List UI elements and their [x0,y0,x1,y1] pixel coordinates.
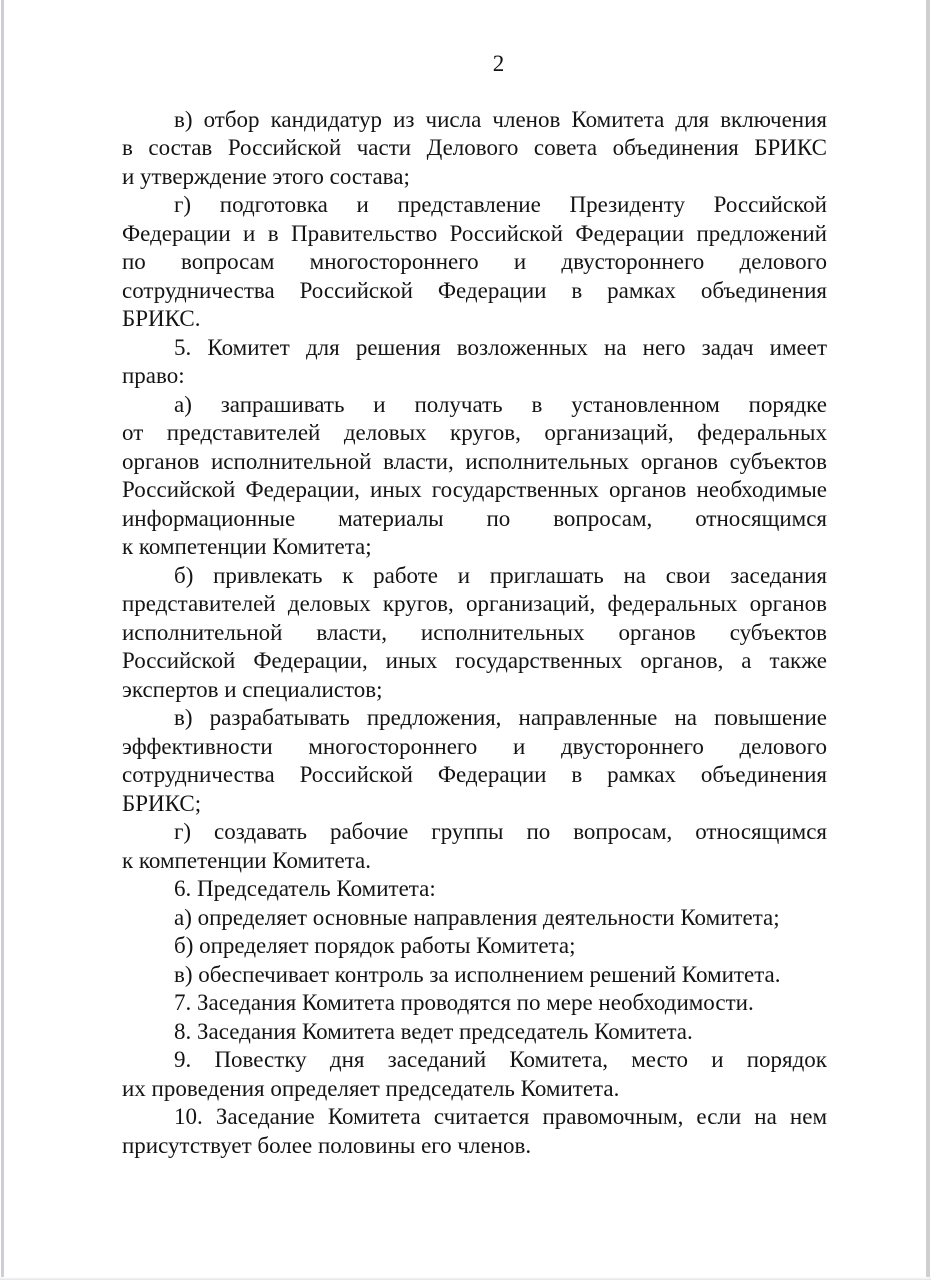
text-line: к компетенции Комитета. [122,847,371,873]
text-line: Российской Федерации, иных государственных органов необходимые [122,477,827,502]
text-line: 6. Председатель Комитета: [174,876,436,901]
text-line: право: [122,363,185,388]
paragraph-g-sozdavat [122,818,827,875]
text-line: 10. Заседание Комитета считается правомочным, если на нем [174,1104,827,1129]
text-line: информационные материалы по вопросам, относящимся [122,505,827,531]
text-line: представителей деловых кругов, организаций, федеральных органов [122,591,827,616]
text-line: а) запрашивать и получать в установленном порядке [174,391,827,417]
text-line: г) подготовка и представление Президенту Российской [174,192,827,217]
text-line: Федерации и в Правительство Российской Федерации предложений [122,220,827,246]
document-page [122,50,827,1160]
text-line: г) создавать рабочие группы по вопросам, относящимся [174,819,827,844]
paragraph-v-razrabatyvat [122,704,827,818]
text-line: БРИКС. [122,306,201,331]
page-left-edge [0,0,7,1280]
paragraph-7-zasedaniya [122,989,827,1018]
text-line: присутствует более половины его членов. [122,1132,532,1158]
text-line: органов исполнительной власти, исполнительных органов субъектов [122,448,827,474]
paragraph-b-opredelyaet [122,932,827,961]
paragraph-10-zasedanie [122,1103,827,1160]
paragraph-v-otbor [122,106,827,192]
page-right-edge [924,0,931,1280]
paragraph-b-privlekat [122,562,827,705]
paragraph-6-predsedatel [122,875,827,904]
text-line: их проведения определяет председатель Комитета. [122,1075,620,1101]
text-line: в состав Российской части Делового совета объединения БРИКС [122,135,827,160]
paragraph-8-zasedaniya [122,1018,827,1047]
text-line: БРИКС; [122,790,202,816]
text-line: Российской Федерации, иных государственных органов, а также [122,648,827,673]
text-line: экспертов и специалистов; [122,676,383,702]
text-line: сотрудничества Российской Федерации в рамках объединения [122,277,827,303]
text-line: 9. Повестку дня заседаний Комитета, место и порядок [174,1047,827,1072]
text-line: эффективности многостороннего и двустороннего делового [122,733,827,759]
text-line: б) определяет порядок работы Комитета; [174,933,576,958]
paragraph-v-obespechivaet [122,961,827,990]
paragraph-a-zaprashivat [122,391,827,562]
paragraph-a-opredelyaet [122,904,827,933]
paragraph-5-komitet [122,334,827,391]
text-line: от представителей деловых кругов, организаций, федеральных [122,420,827,445]
text-line: к компетенции Комитета; [122,534,372,559]
text-line: а) определяет основные направления деятельности Комитета; [174,904,780,930]
text-line: сотрудничества Российской Федерации в рамках объединения [122,762,827,787]
paragraph-g-podgotovka [122,191,827,334]
text-line: исполнительной власти, исполнительных органов субъектов [122,619,827,645]
text-line: 8. Заседания Комитета ведет председатель Комитета. [174,1018,693,1044]
text-line: 5. Комитет для решения возложенных на него задач имеет [174,334,827,360]
text-line: и утверждение этого состава; [122,163,410,189]
text-line: в) разрабатывать предложения, направленные на повышение [174,705,827,730]
text-line: 7. Заседания Комитета проводятся по мере необходимости. [174,990,754,1015]
paragraph-9-povestku [122,1046,827,1103]
text-line: в) обеспечивает контроль за исполнением решений Комитета. [174,961,781,987]
text-line: в) отбор кандидатур из числа членов Комитета для включения [174,106,827,132]
text-line: б) привлекать к работе и приглашать на свои заседания [174,562,827,588]
page-number: 2 [492,51,505,76]
text-line: по вопросам многостороннего и двустороннего делового [122,249,827,274]
